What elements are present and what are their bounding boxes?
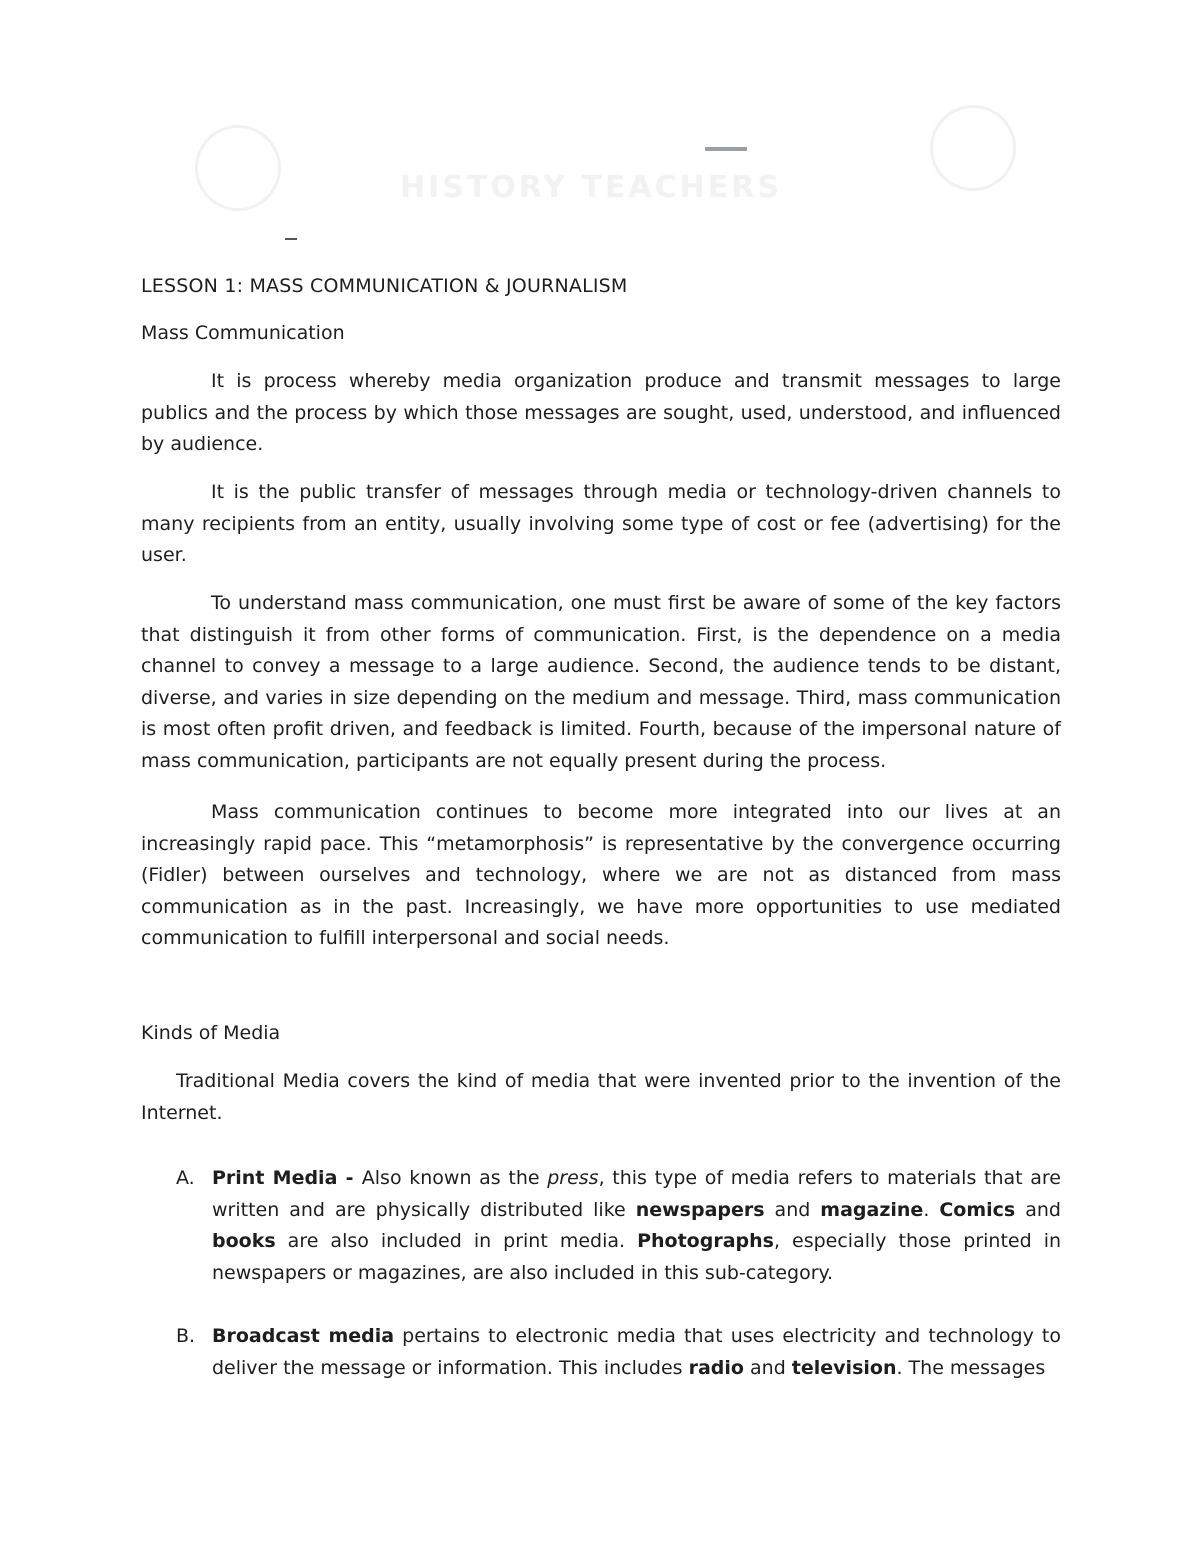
faded-header-title: HISTORY TEACHERS [400,170,782,205]
text: and [1015,1198,1061,1221]
scanned-header [140,55,1060,235]
text: , this type of media refers to materials that are written and are physically distributed like [212,1167,1061,1221]
paragraph-text: Traditional Media covers the kind of media that were invented prior to the invention of the Internet. [141,1070,1061,1124]
paragraph-text: Mass communication continues to become more integrated into our lives at an increasingly rapid pace. This “metamorphosis” is representative by the convergence occurring (Fidler) between ourselves and technology, where we are not as distanced from mass communication as in the past. Increasingly, we have more opportunities to use mediated communication to fulfill interpersonal and social needs. [141,801,1061,949]
list-item-body [212,1321,1061,1384]
paragraph [141,366,1061,461]
text: and [764,1198,821,1221]
document-content [141,270,1062,1379]
text: and [743,1356,792,1379]
paragraph [141,797,1061,955]
term: Broadcast media [212,1325,395,1347]
paragraph [141,477,1061,572]
text: , especially those printed in newspapers or magazines, are also included in this sub-category. [212,1230,1062,1284]
school-seal-icon [195,125,281,211]
text: Also known as the [361,1167,548,1189]
term: television [791,1356,897,1379]
department-seal-icon [930,105,1016,191]
paragraph [141,588,1061,777]
header-mark [705,147,747,151]
text: . The messages [896,1356,1046,1379]
paragraph-text: It is the public transfer of messages through media or technology-driven channels to many recipients from an entity, usually involving some type of cost or fee (advertising) for the user. [141,481,1061,566]
term: Comics [939,1198,1016,1221]
list-marker: B. [176,1325,196,1347]
list-item-body [212,1163,1061,1289]
list-marker: A. [176,1167,195,1189]
term-italic: press [547,1167,599,1189]
term: newspapers [635,1198,765,1221]
term: Print Media - [212,1167,362,1189]
term: radio [688,1356,744,1379]
section-heading-mass-communication: Mass Communication [141,322,345,344]
term: magazine [820,1198,924,1221]
paragraph-text: To understand mass communication, one must first be aware of some of the key factors that distinguish it from other forms of communication. First, is the dependence on a media channel to convey a message to a large audience. Second, the audience tends to be distant, diverse, and varies in size depending on the medium and message. Third, mass communication is most often profit driven, and feedback is limited. Fourth, because of the impersonal nature of mass communication, participants are not equally present during the process. [141,592,1061,772]
term: Photographs [637,1230,774,1252]
paragraph-text: It is process whereby media organization produce and transmit messages to large publics and the process by which those messages are sought, used, understood, and influenced by audience. [141,370,1061,455]
text: . [923,1198,940,1221]
term: books [212,1230,276,1252]
text: pertains to electronic media that uses electricity and technology to deliver the message or information. This includes [212,1325,1061,1379]
section-heading-kinds-of-media: Kinds of Media [141,1022,281,1044]
paragraph-intro [141,1066,1061,1129]
lesson-title: LESSON 1: MASS COMMUNICATION & JOURNALISM [141,275,628,297]
text: are also included in print media. [275,1230,638,1252]
header-mark-small [285,238,297,240]
